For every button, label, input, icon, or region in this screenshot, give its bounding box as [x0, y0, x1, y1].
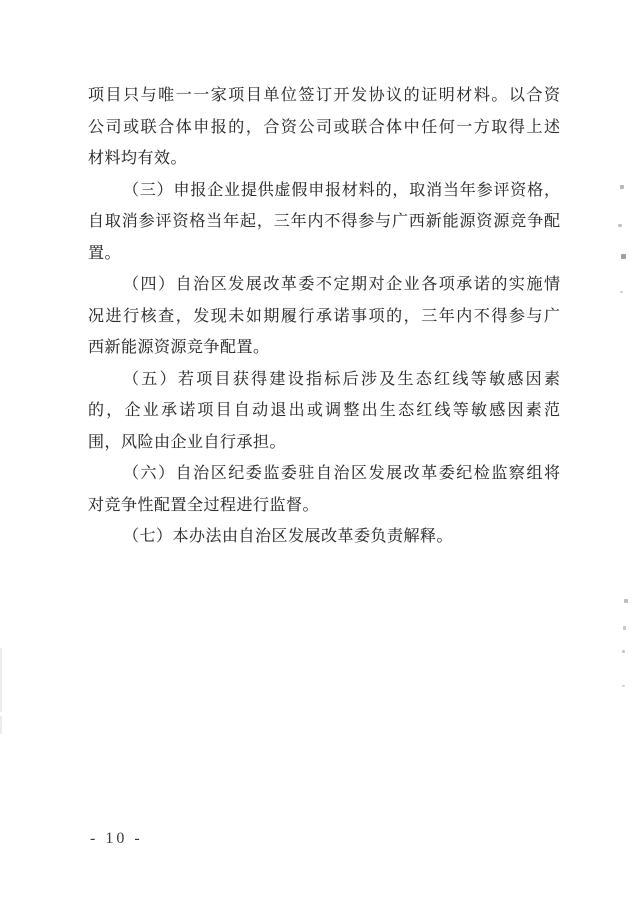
text-line: 西新能源资源竞争配置。 [88, 339, 270, 356]
text-line: 置。 [88, 244, 122, 262]
scan-speck [621, 254, 626, 259]
text-line: 自取消参评资格当年起，三年内不得参与广西新能源资源竞争配 [88, 213, 560, 230]
scan-speck [623, 626, 626, 630]
text-line: 材料均有效。 [88, 150, 188, 167]
scan-speck [618, 224, 622, 227]
text-line: 的，企业承诺项目自动退出或调整出生态红线等敏感因素范 [88, 402, 560, 419]
text-line: 项目只与唯一一家项目单位签订开发协议的证明材料。以合资 [88, 87, 560, 104]
text-line: （五）若项目获得建设指标后涉及生态红线等敏感因素 [123, 370, 560, 388]
scan-speck [620, 291, 623, 293]
page-number: - 10 - [90, 830, 143, 847]
document-body [88, 80, 560, 553]
text-line: 围，风险由企业自行承担。 [88, 433, 287, 451]
text-line: （三）申报企业提供虚假申报材料的，取消当年参评资格， [123, 181, 560, 199]
text-line: 对竞争性配置全过程进行监督。 [88, 496, 320, 514]
scan-edge-smudge [0, 648, 2, 712]
text-line: （七）本办法由自治区发展改革委负责解释。 [123, 528, 454, 545]
scan-speck [622, 650, 625, 653]
text-line: （四）自治区发展改革委不定期对企业各项承诺的实施情 [123, 276, 560, 293]
scan-speck [622, 685, 625, 687]
text-line: 况进行核查，发现未如期履行承诺事项的，三年内不得参与广 [88, 307, 560, 325]
scan-speck [620, 185, 624, 189]
text-line: 公司或联合体申报的，合资公司或联合体中任何一方取得上述 [88, 118, 560, 136]
scan-edge-smudge [0, 716, 2, 734]
scan-speck [624, 599, 628, 603]
text-line: （六）自治区纪委监委驻自治区发展改革委纪检监察组将 [123, 465, 560, 482]
